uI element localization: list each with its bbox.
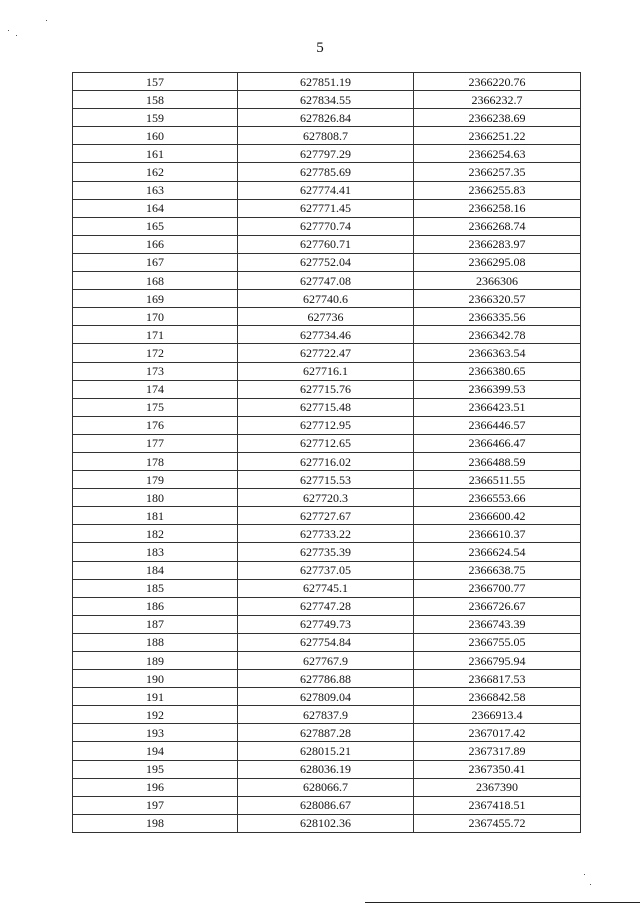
y-coordinate-cell: 2366700.77	[414, 579, 581, 597]
y-coordinate-cell: 2366335.56	[414, 308, 581, 326]
x-coordinate-cell: 627826.84	[238, 109, 414, 127]
x-coordinate-cell: 627715.48	[238, 398, 414, 416]
x-coordinate-cell: 627722.47	[238, 344, 414, 362]
y-coordinate-cell: 2366257.35	[414, 163, 581, 181]
y-coordinate-cell: 2366466.47	[414, 434, 581, 452]
x-coordinate-cell: 627767.9	[238, 652, 414, 670]
x-coordinate-cell: 627770.74	[238, 217, 414, 235]
x-coordinate-cell: 627808.7	[238, 127, 414, 145]
point-number-cell: 165	[73, 217, 238, 235]
point-number-cell: 178	[73, 452, 238, 470]
x-coordinate-cell: 627752.04	[238, 253, 414, 271]
table-row	[73, 796, 581, 814]
point-number-cell: 164	[73, 199, 238, 217]
table-row	[73, 670, 581, 688]
x-coordinate-cell: 627747.28	[238, 597, 414, 615]
point-number-cell: 186	[73, 597, 238, 615]
x-coordinate-cell: 627834.55	[238, 91, 414, 109]
table-row	[73, 652, 581, 670]
table-row	[73, 561, 581, 579]
x-coordinate-cell: 627735.39	[238, 543, 414, 561]
x-coordinate-cell: 627715.76	[238, 380, 414, 398]
x-coordinate-cell: 627715.53	[238, 471, 414, 489]
table-row	[73, 452, 581, 470]
y-coordinate-cell: 2366446.57	[414, 416, 581, 434]
x-coordinate-cell: 627760.71	[238, 235, 414, 253]
point-number-cell: 179	[73, 471, 238, 489]
y-coordinate-cell: 2366232.7	[414, 91, 581, 109]
coordinate-table-body	[73, 73, 581, 833]
point-number-cell: 190	[73, 670, 238, 688]
x-coordinate-cell: 627851.19	[238, 73, 414, 91]
y-coordinate-cell: 2367418.51	[414, 796, 581, 814]
table-row	[73, 525, 581, 543]
table-row	[73, 398, 581, 416]
x-coordinate-cell: 627747.08	[238, 272, 414, 290]
table-row	[73, 163, 581, 181]
point-number-cell: 187	[73, 615, 238, 633]
y-coordinate-cell: 2366342.78	[414, 326, 581, 344]
y-coordinate-cell: 2366255.83	[414, 181, 581, 199]
point-number-cell: 168	[73, 272, 238, 290]
y-coordinate-cell: 2366795.94	[414, 652, 581, 670]
x-coordinate-cell: 628066.7	[238, 778, 414, 796]
page-bottom-rule	[365, 902, 640, 903]
point-number-cell: 176	[73, 416, 238, 434]
table-row	[73, 416, 581, 434]
x-coordinate-cell: 627771.45	[238, 199, 414, 217]
table-row	[73, 380, 581, 398]
y-coordinate-cell: 2366610.37	[414, 525, 581, 543]
y-coordinate-cell: 2366268.74	[414, 217, 581, 235]
y-coordinate-cell: 2367390	[414, 778, 581, 796]
point-number-cell: 175	[73, 398, 238, 416]
y-coordinate-cell: 2366295.08	[414, 253, 581, 271]
point-number-cell: 163	[73, 181, 238, 199]
point-number-cell: 167	[73, 253, 238, 271]
table-row	[73, 109, 581, 127]
point-number-cell: 172	[73, 344, 238, 362]
x-coordinate-cell: 627809.04	[238, 688, 414, 706]
table-row	[73, 272, 581, 290]
point-number-cell: 183	[73, 543, 238, 561]
x-coordinate-cell: 627749.73	[238, 615, 414, 633]
y-coordinate-cell: 2366220.76	[414, 73, 581, 91]
table-row	[73, 73, 581, 91]
table-row	[73, 290, 581, 308]
point-number-cell: 177	[73, 434, 238, 452]
x-coordinate-cell: 627837.9	[238, 706, 414, 724]
x-coordinate-cell: 627712.65	[238, 434, 414, 452]
scan-speck	[590, 884, 591, 885]
y-coordinate-cell: 2366817.53	[414, 670, 581, 688]
point-number-cell: 198	[73, 814, 238, 832]
y-coordinate-cell: 2366238.69	[414, 109, 581, 127]
y-coordinate-cell: 2366283.97	[414, 235, 581, 253]
x-coordinate-cell: 628102.36	[238, 814, 414, 832]
point-number-cell: 159	[73, 109, 238, 127]
y-coordinate-cell: 2367317.89	[414, 742, 581, 760]
scan-speck	[584, 874, 585, 875]
x-coordinate-cell: 627727.67	[238, 507, 414, 525]
point-number-cell: 192	[73, 706, 238, 724]
x-coordinate-cell: 627736	[238, 308, 414, 326]
table-row	[73, 688, 581, 706]
point-number-cell: 171	[73, 326, 238, 344]
point-number-cell: 182	[73, 525, 238, 543]
x-coordinate-cell: 627887.28	[238, 724, 414, 742]
x-coordinate-cell: 628086.67	[238, 796, 414, 814]
table-row	[73, 362, 581, 380]
y-coordinate-cell: 2367455.72	[414, 814, 581, 832]
y-coordinate-cell: 2366638.75	[414, 561, 581, 579]
page-number: 5	[316, 40, 324, 56]
y-coordinate-cell: 2366380.65	[414, 362, 581, 380]
table-row	[73, 434, 581, 452]
x-coordinate-cell: 627733.22	[238, 525, 414, 543]
y-coordinate-cell: 2366624.54	[414, 543, 581, 561]
point-number-cell: 185	[73, 579, 238, 597]
x-coordinate-cell: 627786.88	[238, 670, 414, 688]
point-number-cell: 169	[73, 290, 238, 308]
x-coordinate-cell: 627734.46	[238, 326, 414, 344]
x-coordinate-cell: 627797.29	[238, 145, 414, 163]
y-coordinate-cell: 2366306	[414, 272, 581, 290]
table-row	[73, 724, 581, 742]
point-number-cell: 166	[73, 235, 238, 253]
y-coordinate-cell: 2367350.41	[414, 760, 581, 778]
point-number-cell: 170	[73, 308, 238, 326]
table-row	[73, 633, 581, 651]
point-number-cell: 158	[73, 91, 238, 109]
x-coordinate-cell: 627716.02	[238, 452, 414, 470]
table-row	[73, 742, 581, 760]
y-coordinate-cell: 2366258.16	[414, 199, 581, 217]
table-row	[73, 706, 581, 724]
point-number-cell: 174	[73, 380, 238, 398]
table-row	[73, 760, 581, 778]
table-row	[73, 615, 581, 633]
y-coordinate-cell: 2366399.53	[414, 380, 581, 398]
x-coordinate-cell: 628036.19	[238, 760, 414, 778]
table-row	[73, 145, 581, 163]
point-number-cell: 193	[73, 724, 238, 742]
point-number-cell: 184	[73, 561, 238, 579]
y-coordinate-cell: 2366553.66	[414, 489, 581, 507]
table-row	[73, 543, 581, 561]
point-number-cell: 181	[73, 507, 238, 525]
point-number-cell: 173	[73, 362, 238, 380]
x-coordinate-cell: 628015.21	[238, 742, 414, 760]
table-row	[73, 217, 581, 235]
table-row	[73, 253, 581, 271]
y-coordinate-cell: 2366320.57	[414, 290, 581, 308]
table-row	[73, 326, 581, 344]
y-coordinate-cell: 2366726.67	[414, 597, 581, 615]
table-row	[73, 127, 581, 145]
y-coordinate-cell: 2366743.39	[414, 615, 581, 633]
point-number-cell: 162	[73, 163, 238, 181]
table-row	[73, 597, 581, 615]
table-row	[73, 235, 581, 253]
table-row	[73, 91, 581, 109]
point-number-cell: 160	[73, 127, 238, 145]
table-row	[73, 181, 581, 199]
table-row	[73, 507, 581, 525]
point-number-cell: 196	[73, 778, 238, 796]
x-coordinate-cell: 627774.41	[238, 181, 414, 199]
scan-speck	[8, 30, 9, 31]
x-coordinate-cell: 627740.6	[238, 290, 414, 308]
point-number-cell: 195	[73, 760, 238, 778]
point-number-cell: 157	[73, 73, 238, 91]
x-coordinate-cell: 627745.1	[238, 579, 414, 597]
y-coordinate-cell: 2366842.58	[414, 688, 581, 706]
scan-speck	[46, 20, 47, 21]
scan-speck	[16, 35, 17, 36]
point-number-cell: 161	[73, 145, 238, 163]
y-coordinate-cell: 2366254.63	[414, 145, 581, 163]
point-number-cell: 191	[73, 688, 238, 706]
table-row	[73, 778, 581, 796]
table-row	[73, 489, 581, 507]
y-coordinate-cell: 2366511.55	[414, 471, 581, 489]
x-coordinate-cell: 627785.69	[238, 163, 414, 181]
point-number-cell: 188	[73, 633, 238, 651]
y-coordinate-cell: 2366488.59	[414, 452, 581, 470]
table-row	[73, 579, 581, 597]
point-number-cell: 194	[73, 742, 238, 760]
x-coordinate-cell: 627754.84	[238, 633, 414, 651]
y-coordinate-cell: 2366363.54	[414, 344, 581, 362]
x-coordinate-cell: 627737.05	[238, 561, 414, 579]
point-number-cell: 180	[73, 489, 238, 507]
table-row	[73, 199, 581, 217]
y-coordinate-cell: 2366913.4	[414, 706, 581, 724]
y-coordinate-cell: 2366423.51	[414, 398, 581, 416]
point-number-cell: 197	[73, 796, 238, 814]
y-coordinate-cell: 2366755.05	[414, 633, 581, 651]
table-row	[73, 471, 581, 489]
table-row	[73, 814, 581, 832]
x-coordinate-cell: 627712.95	[238, 416, 414, 434]
x-coordinate-cell: 627716.1	[238, 362, 414, 380]
y-coordinate-cell: 2367017.42	[414, 724, 581, 742]
y-coordinate-cell: 2366600.42	[414, 507, 581, 525]
point-number-cell: 189	[73, 652, 238, 670]
table-row	[73, 344, 581, 362]
y-coordinate-cell: 2366251.22	[414, 127, 581, 145]
coordinate-table	[72, 72, 581, 833]
table-row	[73, 308, 581, 326]
x-coordinate-cell: 627720.3	[238, 489, 414, 507]
